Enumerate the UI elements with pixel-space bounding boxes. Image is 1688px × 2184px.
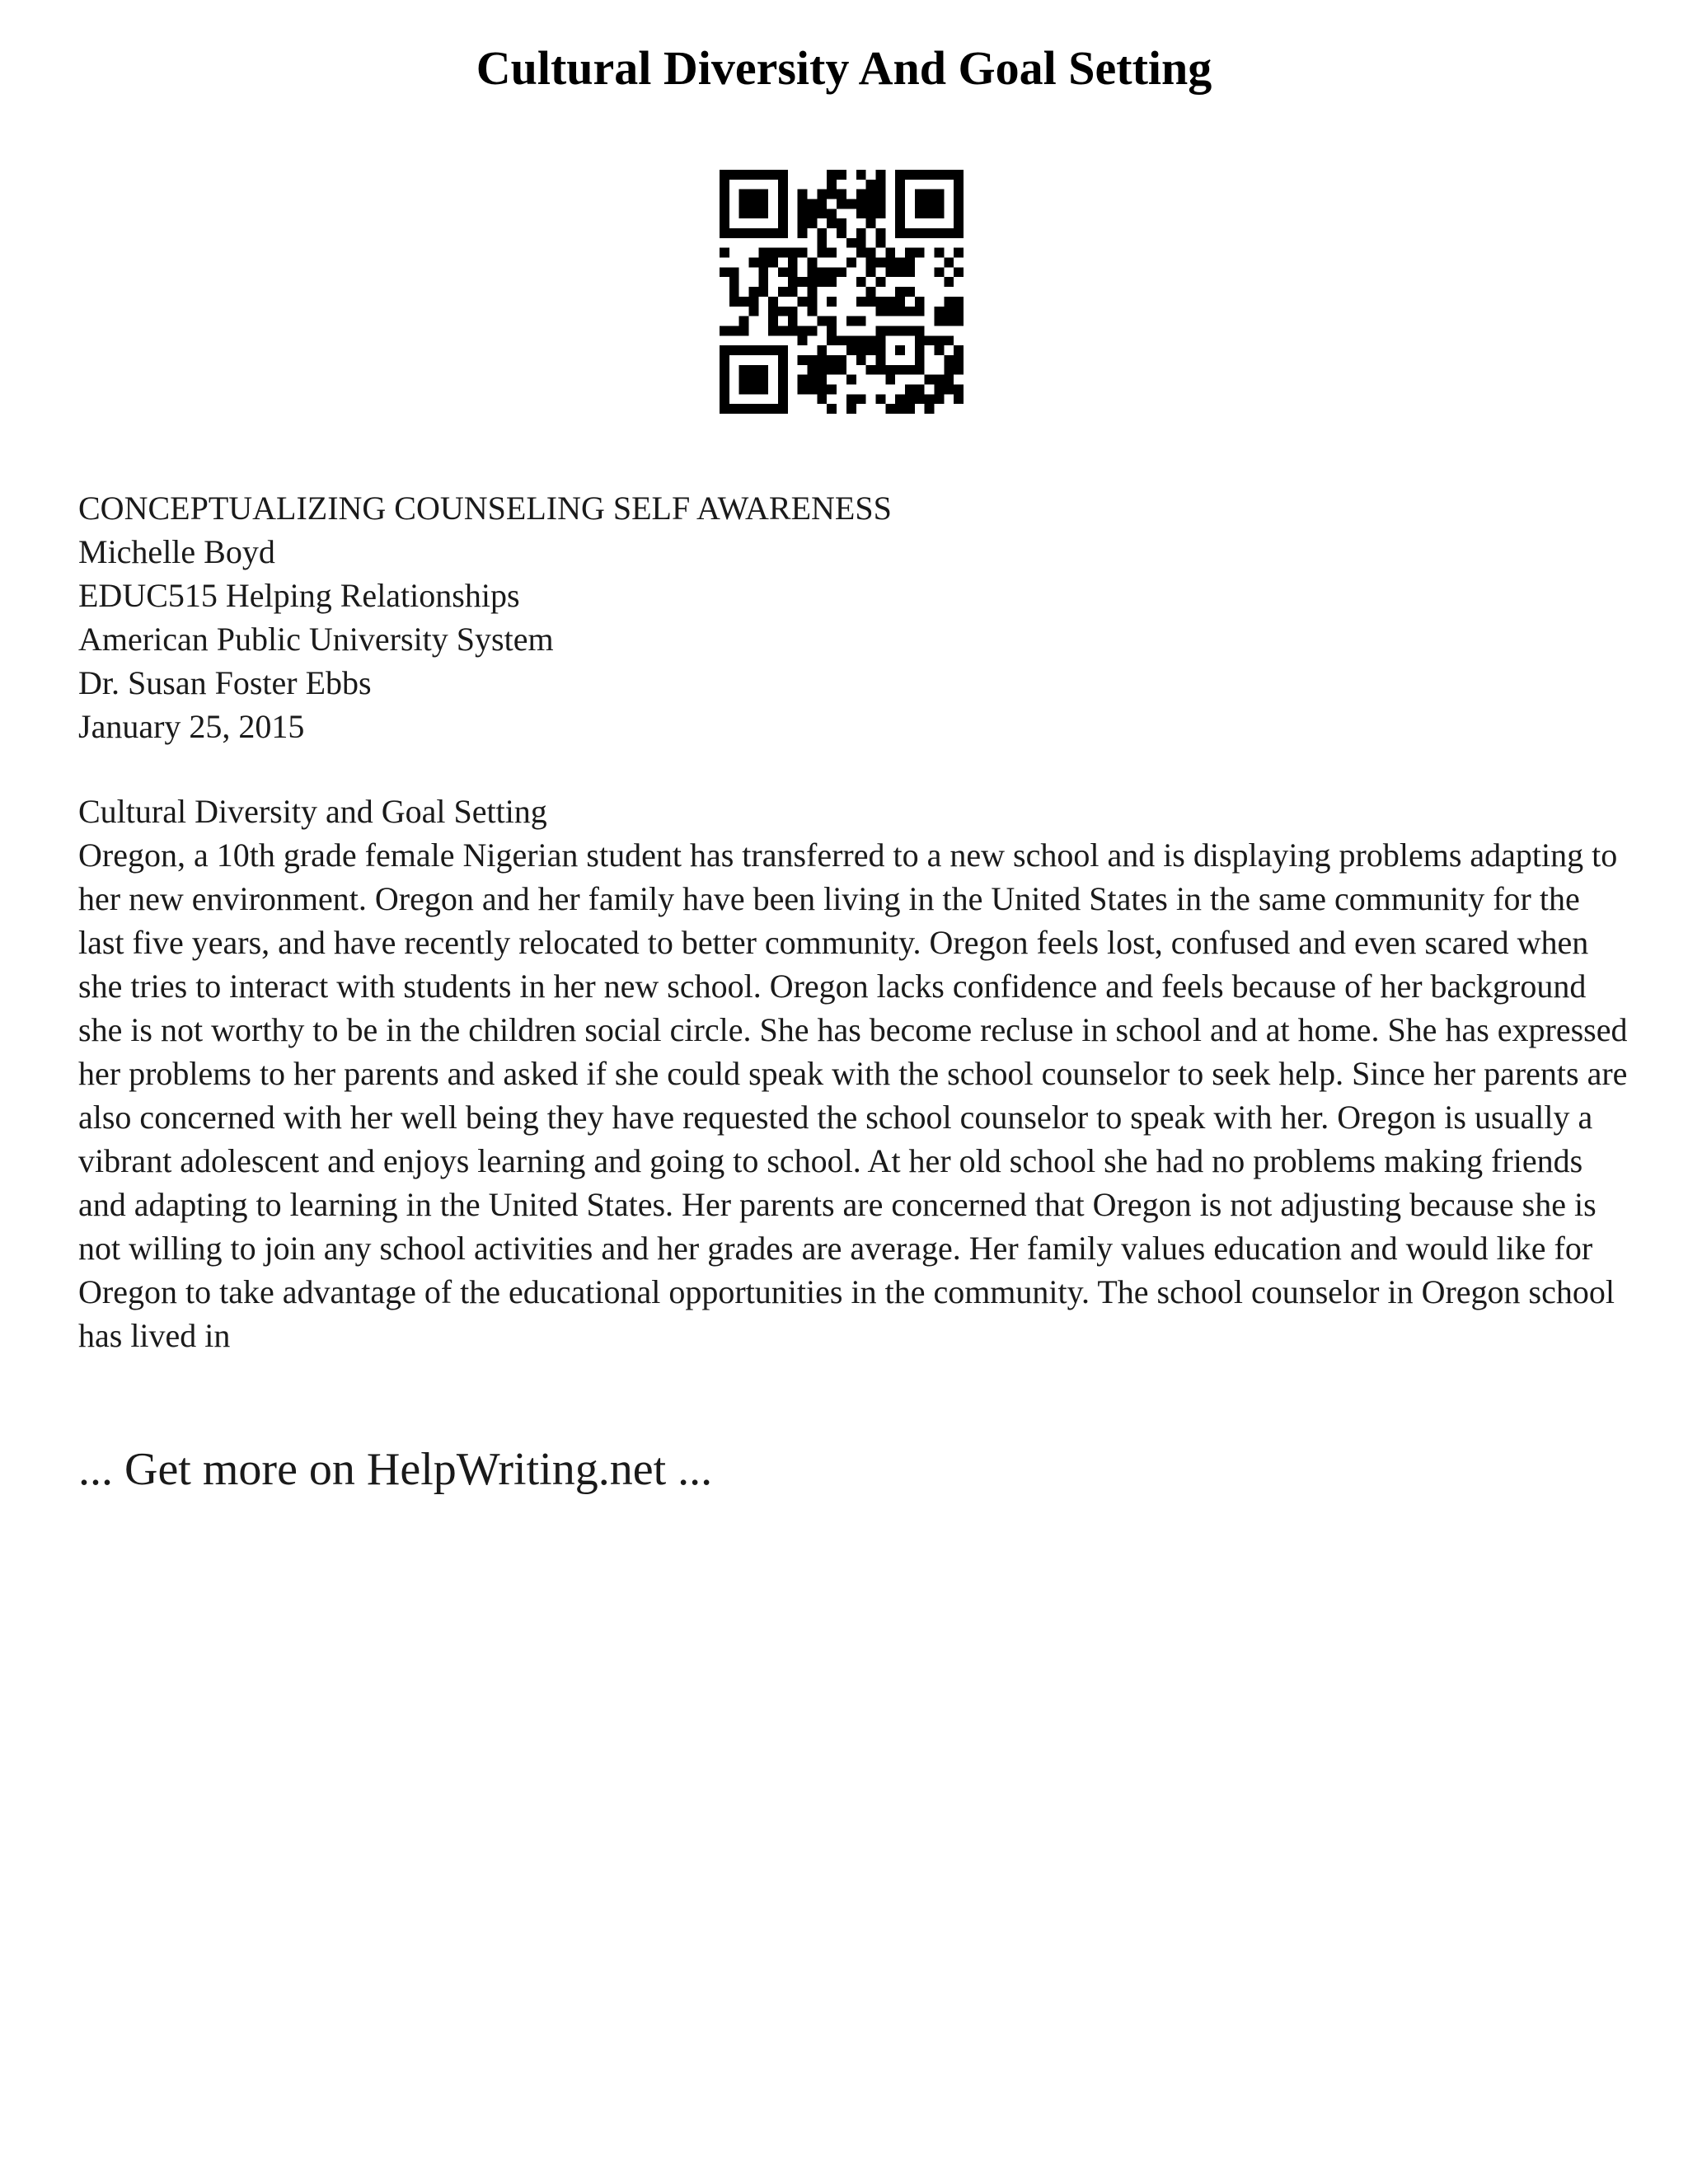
header-course-title: CONCEPTUALIZING COUNSELING SELF AWARENESS bbox=[78, 490, 892, 527]
header-institution: American Public University System bbox=[78, 621, 554, 658]
document-header bbox=[78, 486, 1628, 748]
document-body bbox=[78, 790, 1628, 1357]
header-author: Michelle Boyd bbox=[78, 533, 275, 570]
document-title: Cultural Diversity And Goal Setting bbox=[476, 41, 1212, 95]
body-paragraph: Oregon, a 10th grade female Nigerian student has transferred to a new school and is displaying problems adapting to her new environment. Oregon and her family have been living in the United States in the same community for the last five years, and have recently relocated to better community. Oregon feels lost, confused and even scared when she tries to interact with students in her new school. Oregon lacks confidence and feels because of her background she is not worthy to be in the children social circle. She has become recluse in school and at home. She has expressed her problems to her parents and asked if she could speak with the school counselor to seek help. Since her parents are also concerned with her well being they have requested the school counselor to speak with her. Oregon is usually a vibrant adolescent and enjoys learning and going to school. At her old school she had no problems making friends and adapting to learning in the United States. Her parents are concerned that Oregon is not adjusting because she is not willing to join any school activities and her grades are average. Her family values education and would like for Oregon to take advantage of the educational opportunities in the community. The school counselor in Oregon school has lived in bbox=[78, 837, 1628, 1354]
get-more-link[interactable]: ... Get more on HelpWriting.net ... bbox=[78, 1444, 713, 1495]
header-course: EDUC515 Helping Relationships bbox=[78, 577, 520, 614]
qr-code-icon bbox=[720, 170, 964, 414]
header-instructor: Dr. Susan Foster Ebbs bbox=[78, 664, 372, 701]
header-date: January 25, 2015 bbox=[78, 708, 305, 745]
body-heading: Cultural Diversity and Goal Setting bbox=[78, 793, 547, 830]
